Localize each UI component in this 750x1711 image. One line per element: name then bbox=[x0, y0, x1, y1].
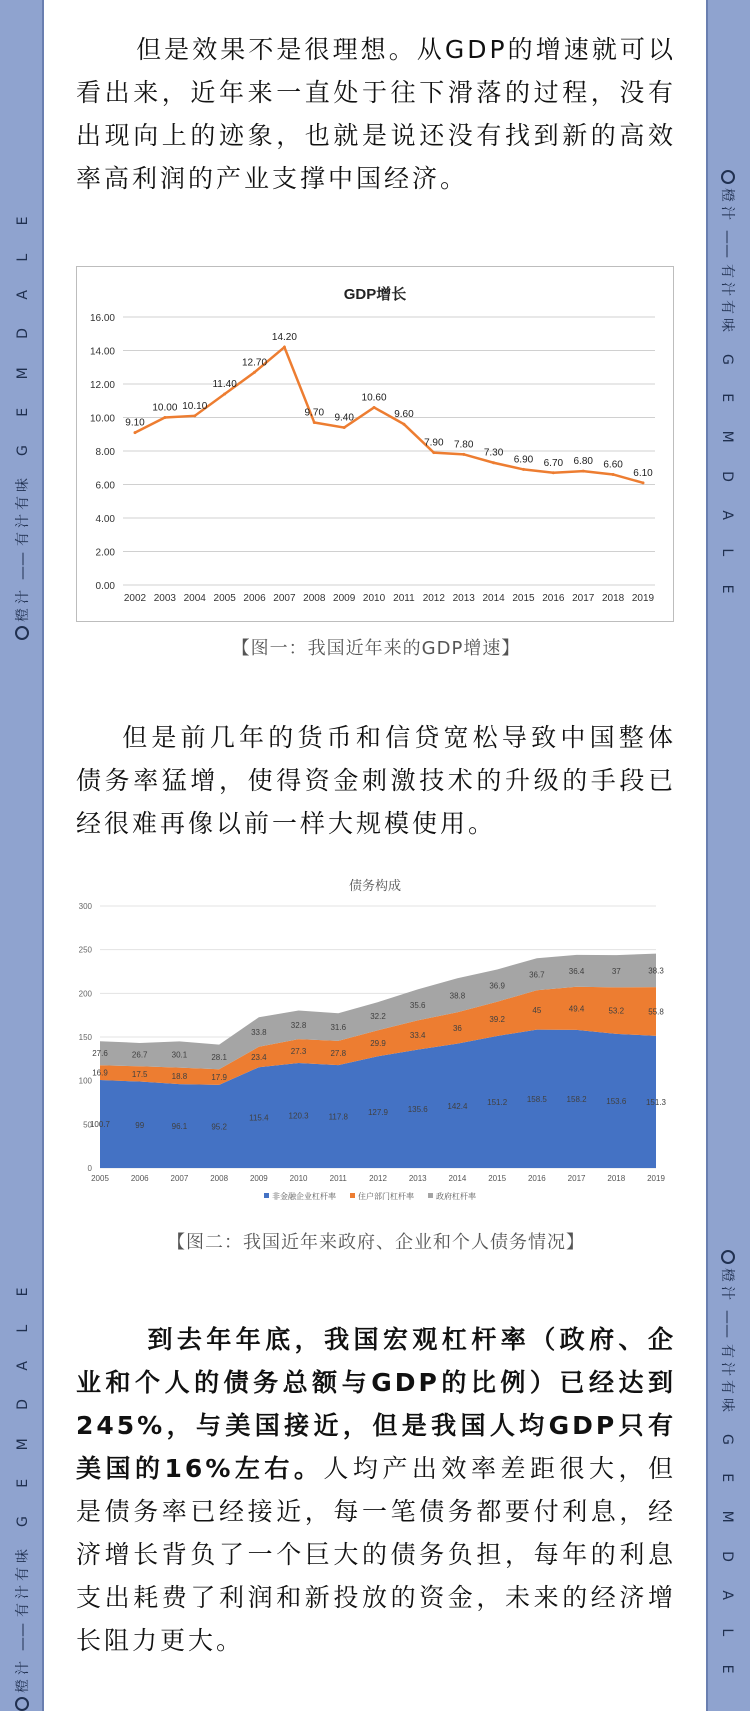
gdp-data-label: 6.80 bbox=[573, 456, 593, 468]
x-tick-label: 2006 bbox=[130, 1174, 149, 1183]
gdp-data-label: 9.10 bbox=[125, 417, 145, 429]
legend-label: 非金融企业杠杆率 bbox=[272, 1192, 336, 1201]
gdp-data-point bbox=[492, 461, 495, 464]
gdp-data-label: 9.70 bbox=[304, 407, 325, 419]
figure-2-caption: 【图二：我国近年来政府、企业和个人债务情况】 bbox=[167, 1232, 585, 1253]
x-tick-label: 2010 bbox=[289, 1174, 308, 1183]
y-tick-label: 300 bbox=[78, 902, 92, 911]
right-brand-strip-bottom: 橙汁——有汁有味G E M D A L E bbox=[718, 1250, 738, 1685]
left-brand-strip-top: 橙汁——有汁有味G E M D A L E bbox=[12, 205, 32, 640]
left-brand-strip-bottom: 橙汁——有汁有味G E M D A L E bbox=[12, 1276, 32, 1711]
brand-slogan: 有汁有味 bbox=[719, 1344, 735, 1416]
x-tick-label: 2011 bbox=[329, 1174, 347, 1183]
area-data-label: 31.6 bbox=[330, 1023, 347, 1033]
area-data-label: 35.6 bbox=[409, 1000, 426, 1010]
paragraph-1-text: 但是效果不是很理想。从GDP的增速就可以看出来，近年来一直处于往下滑落的过程，没有出现向上的迹象，也就是说还没有找到新的高效率高利润的产业支撑中国经济。 bbox=[76, 35, 676, 193]
legend-label: 政府杠杆率 bbox=[436, 1192, 476, 1201]
gdp-data-point bbox=[582, 470, 585, 473]
area-data-label: 39.2 bbox=[489, 1014, 505, 1024]
gdp-data-label: 7.90 bbox=[424, 437, 444, 449]
area-data-label: 45 bbox=[532, 1005, 542, 1015]
paragraph-2 bbox=[76, 716, 676, 845]
x-tick-label: 2005 bbox=[91, 1174, 109, 1183]
area-data-label: 28.1 bbox=[211, 1052, 227, 1062]
brand-en: G E M D A L E bbox=[15, 1275, 31, 1527]
x-tick-label: 2012 bbox=[369, 1174, 387, 1183]
chart-title: GDP增长 bbox=[343, 286, 407, 303]
left-decorative-band bbox=[0, 0, 44, 1711]
gdp-data-point bbox=[522, 468, 525, 471]
gdp-data-point bbox=[642, 481, 645, 484]
brand-logo-text: 橙汁 bbox=[719, 1268, 735, 1304]
x-tick-label: 2002 bbox=[123, 593, 147, 604]
y-tick-label: 16.00 bbox=[89, 313, 115, 324]
area-data-label: 32.8 bbox=[290, 1020, 307, 1030]
area-data-label: 17.5 bbox=[131, 1069, 148, 1079]
x-tick-label: 2016 bbox=[542, 593, 565, 604]
y-tick-label: 250 bbox=[78, 945, 92, 955]
area-data-label: 120.3 bbox=[288, 1111, 309, 1121]
x-tick-label: 2011 bbox=[393, 593, 415, 604]
gdp-data-point bbox=[373, 406, 376, 409]
x-tick-label: 2008 bbox=[210, 1174, 229, 1183]
debt-composition-chart bbox=[76, 870, 674, 1210]
gdp-data-label: 6.90 bbox=[513, 454, 534, 466]
gdp-data-point bbox=[193, 414, 196, 417]
area-data-label: 49.4 bbox=[568, 1004, 585, 1014]
area-data-label: 16.9 bbox=[92, 1068, 108, 1078]
area-data-label: 127.9 bbox=[367, 1108, 389, 1118]
area-data-label: 115.4 bbox=[249, 1113, 269, 1123]
area-data-label: 117.8 bbox=[328, 1112, 349, 1122]
area-data-label: 100.7 bbox=[89, 1120, 111, 1130]
brand-logo-text: 橙汁 bbox=[15, 1657, 31, 1693]
gdp-data-label: 10.60 bbox=[361, 392, 387, 404]
paragraph-3 bbox=[76, 1318, 676, 1662]
area-data-label: 135.6 bbox=[407, 1104, 428, 1114]
x-tick-label: 2015 bbox=[512, 593, 535, 604]
x-tick-label: 2007 bbox=[273, 593, 296, 604]
x-tick-label: 2013 bbox=[408, 1174, 427, 1183]
gdp-data-label: 11.40 bbox=[212, 379, 237, 391]
x-tick-label: 2006 bbox=[243, 593, 266, 604]
x-tick-label: 2018 bbox=[607, 1174, 626, 1183]
area-data-label: 99 bbox=[135, 1120, 145, 1130]
gdp-data-label: 9.40 bbox=[334, 412, 354, 424]
brand-logo-icon bbox=[15, 626, 29, 640]
gdp-data-label: 12.70 bbox=[242, 357, 268, 369]
area-data-label: 29.9 bbox=[370, 1039, 386, 1049]
y-tick-label: 8.00 bbox=[95, 447, 115, 458]
x-tick-label: 2013 bbox=[452, 593, 475, 604]
gdp-data-label: 6.60 bbox=[603, 459, 623, 471]
gdp-data-point bbox=[432, 451, 435, 454]
brand-en: G E M D A L E bbox=[719, 1434, 735, 1686]
area-data-label: 36.7 bbox=[529, 970, 545, 980]
y-tick-label: 6.00 bbox=[95, 480, 115, 492]
paragraph-3-text: 人均产出效率差距很大，但是债务率已经接近，每一笔债务都要付利息，经济增长背负了一个巨大的债务负担，每年的利息支出耗费了利润和新投放的资金，未来的经济增长阻力更大。 bbox=[76, 1454, 676, 1655]
area-data-label: 96.1 bbox=[171, 1122, 188, 1132]
gdp-data-label: 14.20 bbox=[271, 332, 297, 344]
paragraph-3-bold-text: 到去年年底，我国宏观杠杆率（政府、企业和个人的债务总额与GDP的比例）已经达到245%，与美国接近，但是我国人均GDP只有美国的16%左右。 bbox=[76, 1325, 676, 1483]
gdp-data-label: 10.10 bbox=[182, 400, 208, 412]
area-data-label: 55.8 bbox=[648, 1007, 664, 1017]
gdp-data-point bbox=[283, 346, 286, 349]
x-tick-label: 2005 bbox=[213, 593, 236, 604]
brand-slogan: 有汁有味 bbox=[719, 264, 735, 336]
gdp-data-label: 7.30 bbox=[483, 447, 504, 459]
gdp-data-point bbox=[552, 471, 555, 474]
area-data-label: 17.9 bbox=[211, 1073, 227, 1083]
y-tick-label: 2.00 bbox=[95, 547, 115, 559]
area-data-label: 158.5 bbox=[526, 1094, 547, 1104]
brand-logo-icon bbox=[15, 1697, 29, 1711]
gdp-data-point bbox=[253, 371, 256, 374]
area-data-label: 27.6 bbox=[92, 1049, 108, 1059]
legend-swatch bbox=[264, 1193, 269, 1198]
area-data-label: 36.9 bbox=[489, 981, 505, 991]
gdp-growth-chart-svg bbox=[77, 267, 673, 621]
legend-label: 住户部门杠杆率 bbox=[358, 1192, 414, 1201]
area-data-label: 142.4 bbox=[447, 1101, 468, 1111]
gdp-data-point bbox=[313, 421, 316, 424]
x-tick-label: 2019 bbox=[631, 593, 655, 604]
area-data-label: 158.2 bbox=[566, 1094, 587, 1104]
y-tick-label: 50 bbox=[83, 1120, 92, 1130]
gdp-series-line bbox=[135, 347, 643, 483]
debt-composition-chart-svg bbox=[76, 870, 674, 1210]
chart-title: 债务构成 bbox=[348, 878, 402, 893]
area-data-label: 26.7 bbox=[131, 1050, 148, 1060]
area-data-label: 32.2 bbox=[370, 1012, 386, 1022]
x-tick-label: 2019 bbox=[647, 1174, 665, 1183]
x-tick-label: 2016 bbox=[527, 1174, 546, 1183]
gdp-data-label: 10.00 bbox=[152, 402, 178, 414]
legend-swatch bbox=[428, 1193, 433, 1198]
area-data-label: 95.2 bbox=[211, 1122, 227, 1132]
area-data-label: 36.4 bbox=[568, 966, 585, 976]
right-decorative-band bbox=[706, 0, 750, 1711]
y-tick-label: 4.00 bbox=[95, 514, 115, 525]
brand-logo-icon bbox=[721, 170, 735, 184]
right-brand-strip-top: 橙汁——有汁有味G E M D A L E bbox=[718, 170, 738, 605]
paragraph-2-block bbox=[76, 716, 676, 845]
x-tick-label: 2012 bbox=[422, 593, 445, 604]
y-tick-label: 0 bbox=[87, 1164, 92, 1173]
area-data-label: 27.8 bbox=[330, 1048, 347, 1058]
area-data-label: 151.3 bbox=[645, 1097, 667, 1107]
paragraph-3-block bbox=[76, 1318, 676, 1662]
y-tick-label: 200 bbox=[78, 989, 92, 999]
y-tick-label: 10.00 bbox=[89, 413, 115, 425]
area-data-label: 38.3 bbox=[648, 966, 664, 976]
x-tick-label: 2004 bbox=[183, 593, 206, 604]
area-data-label: 38.8 bbox=[449, 991, 466, 1001]
gdp-data-point bbox=[134, 431, 137, 434]
area-data-label: 27.3 bbox=[290, 1047, 307, 1057]
y-tick-label: 100 bbox=[78, 1076, 92, 1086]
gdp-data-label: 6.10 bbox=[633, 467, 653, 479]
brand-slogan: 有汁有味 bbox=[15, 1545, 31, 1617]
brand-en: G E M D A L E bbox=[719, 354, 735, 606]
gdp-growth-chart bbox=[76, 266, 674, 622]
area-data-label: 18.8 bbox=[171, 1071, 188, 1081]
area-data-label: 36 bbox=[452, 1023, 462, 1033]
paragraph-1 bbox=[76, 28, 676, 200]
gdp-data-point bbox=[163, 416, 166, 419]
brand-slogan: 有汁有味 bbox=[15, 474, 31, 546]
y-tick-label: 150 bbox=[78, 1033, 92, 1042]
x-tick-label: 2014 bbox=[448, 1174, 467, 1183]
area-data-label: 33.4 bbox=[409, 1030, 426, 1040]
x-tick-label: 2007 bbox=[170, 1174, 189, 1183]
y-tick-label: 14.00 bbox=[89, 346, 115, 358]
area-data-label: 153.6 bbox=[606, 1096, 627, 1106]
area-data-label: 30.1 bbox=[171, 1050, 188, 1060]
gdp-data-label: 6.70 bbox=[543, 457, 564, 469]
x-tick-label: 2003 bbox=[153, 593, 177, 604]
brand-en: G E M D A L E bbox=[15, 204, 31, 456]
gdp-data-point bbox=[343, 426, 346, 429]
paragraph-2-text: 但是前几年的货币和信贷宽松导致中国整体债务率猛增，使得资金刺激技术的升级的手段已经很难再像以前一样大规模使用。 bbox=[76, 723, 676, 838]
figure-1-caption: 【图一：我国近年来的GDP增速】 bbox=[231, 638, 521, 659]
x-tick-label: 2017 bbox=[572, 593, 595, 604]
area-data-label: 37 bbox=[611, 967, 621, 977]
x-tick-label: 2015 bbox=[488, 1174, 507, 1183]
brand-logo-text: 橙汁 bbox=[15, 586, 31, 622]
area-data-label: 33.8 bbox=[251, 1028, 267, 1038]
gdp-data-point bbox=[223, 393, 226, 396]
gdp-data-label: 9.60 bbox=[394, 409, 414, 421]
brand-logo-icon bbox=[721, 1250, 735, 1264]
y-tick-label: 0.00 bbox=[95, 581, 115, 592]
paragraph-1-block bbox=[76, 28, 676, 200]
gdp-data-label: 7.80 bbox=[453, 439, 474, 451]
area-data-label: 23.4 bbox=[251, 1052, 267, 1062]
x-tick-label: 2009 bbox=[333, 593, 356, 604]
legend-swatch bbox=[350, 1193, 355, 1198]
x-tick-label: 2014 bbox=[482, 593, 505, 604]
gdp-data-point bbox=[612, 473, 615, 476]
x-tick-label: 2017 bbox=[567, 1174, 586, 1183]
area-data-label: 53.2 bbox=[608, 1006, 625, 1016]
x-tick-label: 2008 bbox=[303, 593, 326, 604]
gdp-data-point bbox=[402, 423, 405, 426]
gdp-data-point bbox=[462, 453, 465, 456]
x-tick-label: 2009 bbox=[249, 1174, 268, 1183]
x-tick-label: 2018 bbox=[601, 593, 625, 604]
y-tick-label: 12.00 bbox=[89, 380, 115, 391]
brand-logo-text: 橙汁 bbox=[719, 188, 735, 224]
area-data-label: 151.2 bbox=[487, 1097, 508, 1107]
x-tick-label: 2010 bbox=[362, 593, 386, 604]
